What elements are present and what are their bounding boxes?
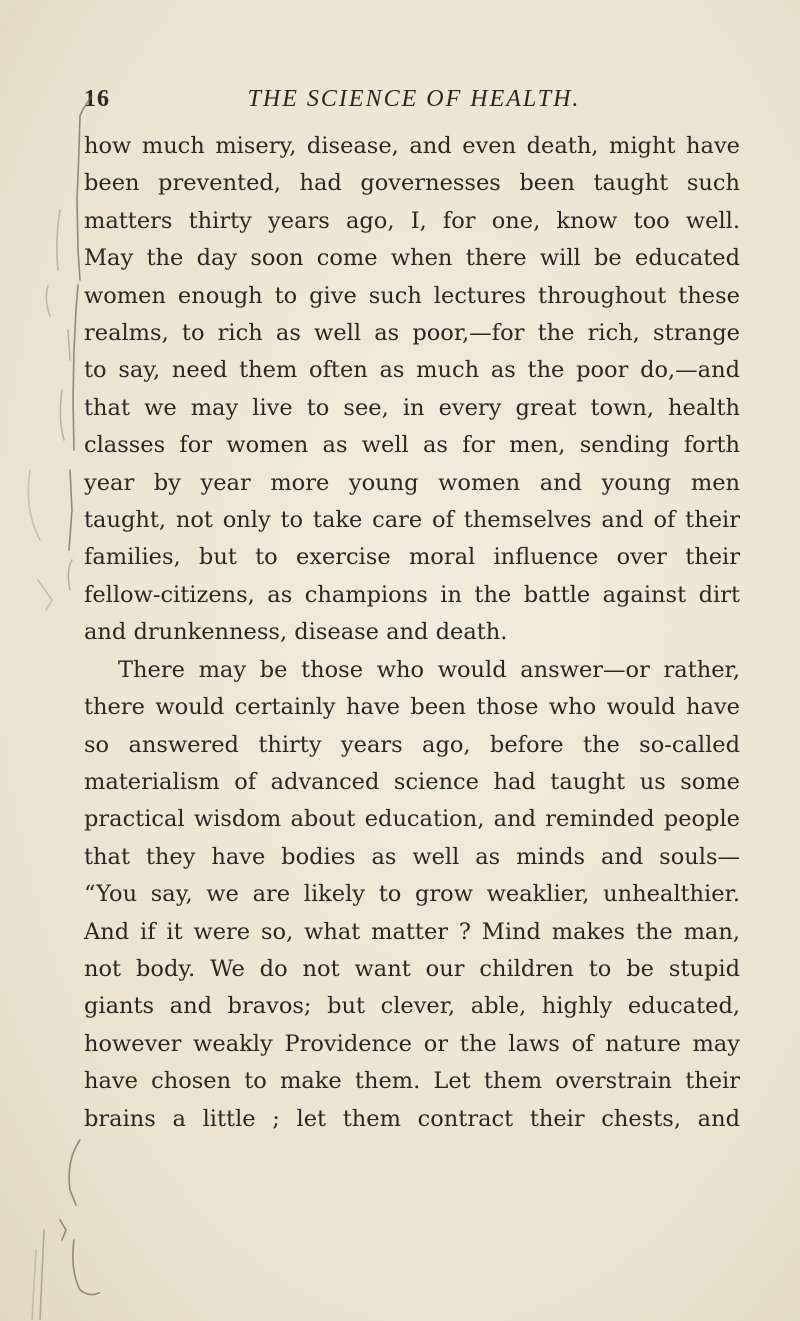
text-line: giants and bravos; but clever, able, highly educated, — [84, 993, 740, 1020]
text-line: practical wisdom about education, and reminded people — [84, 806, 740, 833]
text-line: year by year more young women and young men — [84, 469, 740, 496]
text-line: have chosen to make them. Let them overstrain their — [84, 1068, 740, 1095]
text-line: that we may live to see, in every great town, health — [84, 394, 740, 421]
text-line: matters thirty years ago, I, for one, know too well. — [84, 207, 740, 234]
text-line: fellow-citizens, as champions in the battle against dirt — [84, 581, 740, 608]
text-line: taught, not only to take care of themselves and of their — [84, 507, 740, 534]
text-line: so answered thirty years ago, before the so-called — [84, 731, 740, 758]
text-line: materialism of advanced science had taught us some — [84, 768, 740, 795]
text-line: how much misery, disease, and even death, might have — [84, 133, 740, 159]
text-line: And if it were so, what matter ? Mind makes the man, — [84, 918, 740, 945]
text-line: classes for women as well as for men, sending forth — [84, 432, 740, 459]
text-line: been prevented, had governesses been taught such — [84, 170, 740, 197]
body-text — [84, 128, 740, 1138]
text-line: to say, need them often as much as the poor do,—and — [84, 357, 740, 384]
text-line: “You say, we are likely to grow weaklier, unhealthier. — [84, 881, 740, 908]
page-number: 16 — [84, 86, 110, 112]
text-line: there would certainly have been those who would have — [84, 694, 740, 721]
running-header — [84, 86, 744, 120]
text-line: May the day soon come when there will be educated — [84, 245, 740, 272]
text-line: brains a little ; let them contract their chests, and — [84, 1105, 740, 1132]
paragraph — [84, 652, 740, 1138]
text-line: and drunkenness, disease and death. — [84, 619, 508, 646]
text-line: not body. We do not want our children to be stupid — [84, 955, 740, 982]
text-line: that they have bodies as well as minds and souls— — [84, 843, 740, 870]
text-line: families, but to exercise moral influence over their — [84, 544, 740, 571]
paragraph — [84, 128, 740, 652]
text-line: There may be those who would answer—or rather, — [118, 656, 740, 683]
text-line: however weakly Providence or the laws of nature may — [84, 1030, 740, 1057]
running-title: THE SCIENCE OF HEALTH. — [247, 86, 581, 112]
text-line: realms, to rich as well as poor,—for the rich, strange — [84, 320, 740, 347]
text-line: women enough to give such lectures throughout these — [84, 282, 740, 309]
